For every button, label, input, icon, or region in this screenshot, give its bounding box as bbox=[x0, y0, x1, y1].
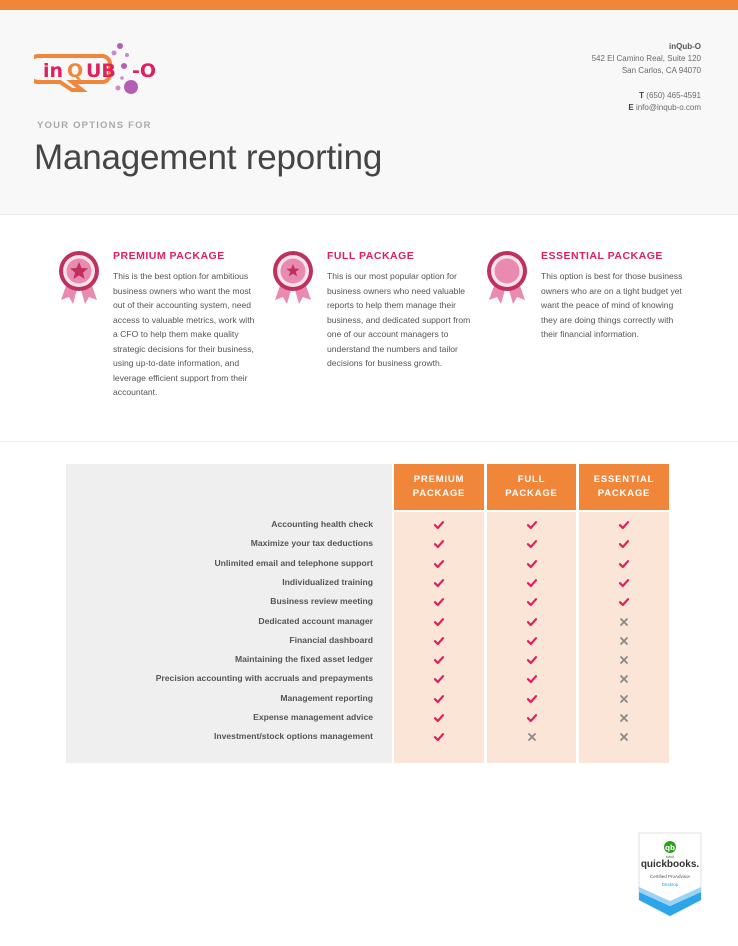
column-header-full: FULL PACKAGE bbox=[487, 464, 576, 510]
check-icon bbox=[433, 519, 445, 531]
check-icon bbox=[433, 616, 445, 628]
company-logo bbox=[34, 40, 194, 96]
feature-label: Expense management advice bbox=[253, 712, 373, 722]
email-line bbox=[592, 102, 701, 114]
feature-label: Maintaining the fixed asset ledger bbox=[234, 654, 373, 665]
eyebrow-label: YOUR OPTIONS FOR bbox=[37, 120, 152, 131]
certification-line-2: Desktop bbox=[661, 882, 679, 887]
feature-label: Business review meeting bbox=[270, 596, 373, 607]
check-icon bbox=[433, 577, 445, 589]
svg-text:UB: UB bbox=[86, 60, 116, 82]
ribbon-star-icon bbox=[272, 250, 314, 306]
svg-text:in: in bbox=[43, 60, 64, 82]
check-icon bbox=[526, 616, 538, 628]
check-icon bbox=[433, 673, 445, 685]
check-icon bbox=[526, 538, 538, 550]
cross-icon bbox=[618, 635, 630, 647]
packages-section bbox=[0, 216, 738, 442]
ribbon-icon bbox=[486, 250, 528, 306]
feature-label: Precision accounting with accruals and prepayments bbox=[155, 673, 373, 684]
top-accent-bar bbox=[0, 0, 738, 10]
svg-text:Q: Q bbox=[67, 60, 84, 82]
feature-label: Management reporting bbox=[280, 692, 373, 703]
check-icon bbox=[526, 558, 538, 570]
feature-label: Financial dashboard bbox=[289, 634, 373, 645]
email-address[interactable]: info@inqub-o.com bbox=[635, 103, 701, 112]
cross-icon bbox=[618, 616, 630, 628]
check-icon bbox=[433, 693, 445, 705]
check-icon bbox=[618, 519, 630, 531]
inqub-o-logo-icon bbox=[34, 40, 194, 96]
feature-label: Maximize your tax deductions bbox=[250, 538, 373, 549]
check-icon bbox=[433, 654, 445, 666]
cross-icon bbox=[618, 712, 630, 724]
contact-block bbox=[592, 41, 701, 114]
cross-icon bbox=[526, 731, 538, 743]
quickbooks-brand: quickbooks. bbox=[640, 859, 700, 870]
comparison-table bbox=[66, 464, 669, 763]
feature-label: Unlimited email and telephone support bbox=[214, 557, 373, 568]
package-description: This is our most popular option for business owners who need valuable reports to help them manage their business, and dedicated support from one of our account managers to understand the numbers and tailor decisions for business growth. bbox=[327, 271, 471, 368]
feature-label: Individualized training bbox=[282, 576, 373, 587]
check-icon bbox=[526, 673, 538, 685]
quickbooks-brand-small: intuit bbox=[665, 854, 675, 859]
svg-text:-O: -O bbox=[132, 60, 157, 82]
address-line-1: 542 El Camino Real, Suite 120 bbox=[591, 54, 701, 63]
phone-line bbox=[592, 90, 701, 102]
check-icon bbox=[526, 577, 538, 589]
feature-label: Investment/stock options management bbox=[213, 731, 373, 742]
svg-text:qb: qb bbox=[664, 844, 676, 852]
check-icon bbox=[433, 731, 445, 743]
check-icon bbox=[433, 538, 445, 550]
feature-label: Dedicated account manager bbox=[258, 615, 373, 626]
check-icon bbox=[618, 538, 630, 550]
check-icon bbox=[526, 654, 538, 666]
check-icon bbox=[526, 596, 538, 608]
check-icon bbox=[618, 596, 630, 608]
column-header-premium: PREMIUM PACKAGE bbox=[394, 464, 484, 510]
package-description: This is the best option for ambitious business owners who want the most out of their accounting system, need access to valuable metrics, work with a CFO to help them make quality strategic decisions for their business, using up-to-date information, and leverage efficient support from their accountant. bbox=[113, 271, 255, 397]
check-icon bbox=[526, 693, 538, 705]
address-line-2: San Carlos, CA 94070 bbox=[621, 66, 701, 75]
check-icon bbox=[433, 635, 445, 647]
certification-line-1: Certified ProAdvisor bbox=[649, 874, 690, 879]
check-icon bbox=[618, 577, 630, 589]
cross-icon bbox=[618, 693, 630, 705]
package-title: FULL PACKAGE bbox=[327, 250, 415, 262]
check-icon bbox=[526, 635, 538, 647]
check-icon bbox=[433, 712, 445, 724]
cross-icon bbox=[618, 673, 630, 685]
package-description: This option is best for those business owners who are on a tight budget yet want the peace of mind of knowing they are doing things correctly with their financial information. bbox=[541, 271, 683, 339]
phone-number: (650) 465-4591 bbox=[646, 91, 701, 100]
package-title: PREMIUM PACKAGE bbox=[113, 250, 225, 262]
check-icon bbox=[526, 519, 538, 531]
column-header-essential: ESSENTIAL PACKAGE bbox=[579, 464, 669, 510]
check-icon bbox=[433, 558, 445, 570]
ribbon-star-icon bbox=[58, 250, 100, 306]
check-icon bbox=[618, 558, 630, 570]
package-title: ESSENTIAL PACKAGE bbox=[541, 250, 663, 262]
page-title: Management reporting bbox=[34, 138, 383, 177]
cross-icon bbox=[618, 731, 630, 743]
email-label: E bbox=[628, 103, 634, 112]
feature-label: Accounting health check bbox=[271, 519, 373, 529]
check-icon bbox=[526, 712, 538, 724]
check-icon bbox=[433, 596, 445, 608]
phone-label: T bbox=[639, 91, 645, 100]
company-name: inQub-O bbox=[669, 42, 701, 51]
quickbooks-certification-badge bbox=[638, 832, 702, 918]
cross-icon bbox=[618, 654, 630, 666]
